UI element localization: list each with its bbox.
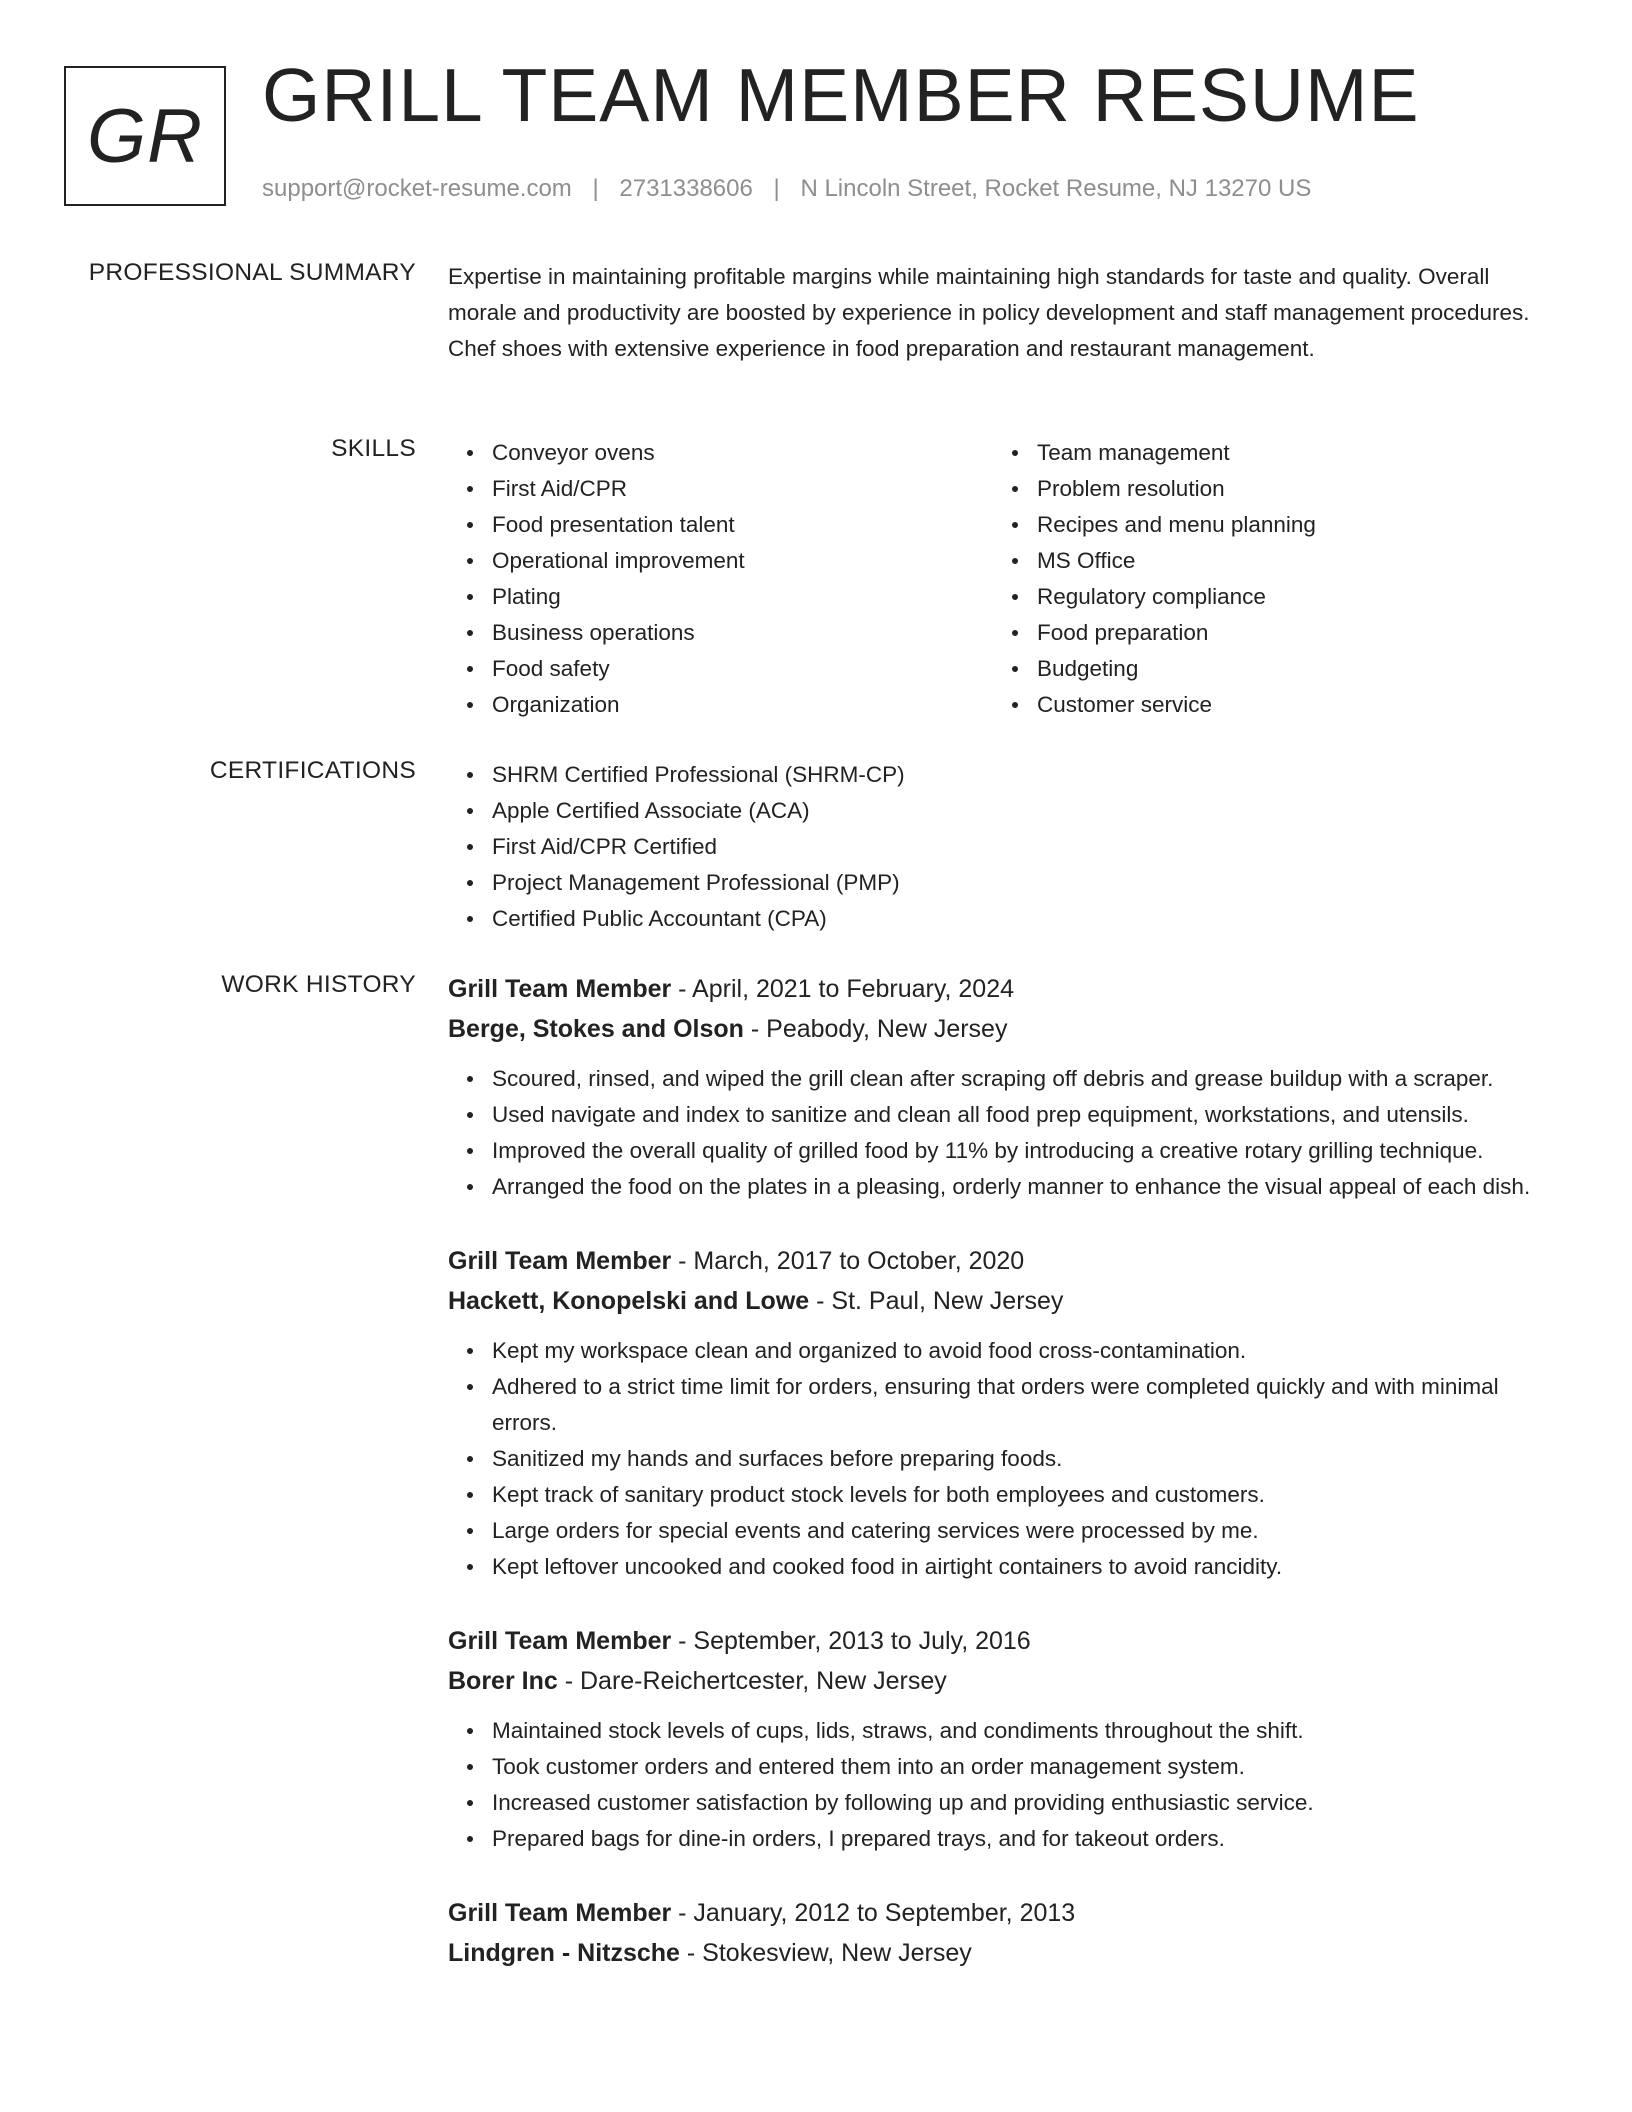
- job-bullets: [448, 1061, 1538, 1205]
- certifications-heading: CERTIFICATIONS: [209, 757, 416, 784]
- job-title: Grill Team Member: [448, 1899, 672, 1927]
- job-bullets: [448, 1713, 1538, 1857]
- job-company: Berge, Stokes and Olson: [448, 1015, 744, 1043]
- list-item: Food preparation: [1037, 615, 1538, 651]
- list-item: Kept my workspace clean and organized to avoid food cross-contamination.: [492, 1333, 1538, 1369]
- list-item: Used navigate and index to sanitize and clean all food prep equipment, workstations, and utensils.: [492, 1097, 1538, 1133]
- list-item: Business operations: [492, 615, 993, 651]
- list-item: Food presentation talent: [492, 507, 993, 543]
- job-bullets: [448, 1333, 1538, 1585]
- job-title-line: [448, 969, 1538, 1009]
- list-item: Adhered to a strict time limit for orders, ensuring that orders were completed quickly and with minimal errors.: [492, 1369, 1538, 1441]
- job-location: - Dare-Reichertcester, New Jersey: [557, 1667, 947, 1695]
- list-item: Project Management Professional (PMP): [492, 865, 1538, 901]
- skills-column-left: [448, 435, 993, 723]
- list-item: Food safety: [492, 651, 993, 687]
- skills-list-right: [993, 435, 1538, 723]
- list-item: Conveyor ovens: [492, 435, 993, 471]
- list-item: Scoured, rinsed, and wiped the grill clean after scraping off debris and grease buildup with a scraper.: [492, 1061, 1538, 1097]
- job-title-line: [448, 1893, 1538, 1933]
- list-item: Recipes and menu planning: [1037, 507, 1538, 543]
- list-item: Took customer orders and entered them into an order management system.: [492, 1749, 1538, 1785]
- summary-heading: PROFESSIONAL SUMMARY: [88, 259, 416, 286]
- contact-separator: |: [773, 175, 780, 202]
- list-item: Arranged the food on the plates in a pleasing, orderly manner to enhance the visual appeal of each dish.: [492, 1169, 1538, 1205]
- job-dates: - September, 2013 to July, 2016: [671, 1627, 1031, 1655]
- contact-separator: |: [592, 175, 599, 202]
- list-item: Operational improvement: [492, 543, 993, 579]
- job-dates: - April, 2021 to February, 2024: [671, 975, 1015, 1003]
- work-history-body: [448, 969, 1538, 2009]
- list-item: Kept track of sanitary product stock levels for both employees and customers.: [492, 1477, 1538, 1513]
- job-location: - Stokesview, New Jersey: [679, 1939, 972, 1967]
- contact-email: support@rocket-resume.com: [262, 175, 572, 202]
- job-title-line: [448, 1621, 1538, 1661]
- list-item: Organization: [492, 687, 993, 723]
- list-item: Problem resolution: [1037, 471, 1538, 507]
- job-entry: [448, 1241, 1538, 1585]
- job-company: Borer Inc: [448, 1667, 558, 1695]
- job-entry: [448, 1621, 1538, 1857]
- list-item: SHRM Certified Professional (SHRM-CP): [492, 757, 1538, 793]
- job-location: - St. Paul, New Jersey: [809, 1287, 1064, 1315]
- monogram-initials: GR: [87, 93, 203, 179]
- job-dates: - March, 2017 to October, 2020: [671, 1247, 1025, 1275]
- work-history-heading: WORK HISTORY: [221, 971, 416, 998]
- job-company-line: [448, 1281, 1538, 1321]
- list-item: Budgeting: [1037, 651, 1538, 687]
- summary-text: Expertise in maintaining profitable margins while maintaining high standards for taste and quality. Overall morale and productivity are boosted by experience in policy development and staff management procedures. Chef shoes with extensive experience in food preparation and restaurant management.: [448, 264, 1530, 361]
- list-item: Apple Certified Associate (ACA): [492, 793, 1538, 829]
- job-location: - Peabody, New Jersey: [743, 1015, 1008, 1043]
- resume-title: GRILL TEAM MEMBER RESUME: [262, 53, 1420, 137]
- job-title: Grill Team Member: [448, 1627, 672, 1655]
- job-dates: - January, 2012 to September, 2013: [671, 1899, 1076, 1927]
- list-item: Prepared bags for dine-in orders, I prepared trays, and for takeout orders.: [492, 1821, 1538, 1857]
- skills-column-right: [993, 435, 1538, 723]
- list-item: First Aid/CPR Certified: [492, 829, 1538, 865]
- job-title: Grill Team Member: [448, 975, 672, 1003]
- list-item: Plating: [492, 579, 993, 615]
- certifications-list: [448, 757, 1538, 937]
- list-item: First Aid/CPR: [492, 471, 993, 507]
- list-item: Customer service: [1037, 687, 1538, 723]
- list-item: Regulatory compliance: [1037, 579, 1538, 615]
- skills-list-left: [448, 435, 993, 723]
- list-item: Sanitized my hands and surfaces before preparing foods.: [492, 1441, 1538, 1477]
- certifications-body: [448, 757, 1538, 937]
- contact-phone: 2731338606: [619, 175, 753, 202]
- job-company-line: [448, 1933, 1538, 1973]
- list-item: Large orders for special events and catering services were processed by me.: [492, 1513, 1538, 1549]
- job-title-line: [448, 1241, 1538, 1281]
- job-entry: [448, 969, 1538, 1205]
- job-company: Hackett, Konopelski and Lowe: [448, 1287, 810, 1315]
- skills-heading: SKILLS: [331, 435, 416, 462]
- monogram-box: [64, 66, 226, 206]
- job-company-line: [448, 1661, 1538, 1701]
- list-item: MS Office: [1037, 543, 1538, 579]
- contact-address: N Lincoln Street, Rocket Resume, NJ 13270 US: [800, 175, 1312, 202]
- list-item: Maintained stock levels of cups, lids, straws, and condiments throughout the shift.: [492, 1713, 1538, 1749]
- list-item: Increased customer satisfaction by following up and providing enthusiastic service.: [492, 1785, 1538, 1821]
- contact-line: [262, 175, 1311, 203]
- list-item: Team management: [1037, 435, 1538, 471]
- list-item: Improved the overall quality of grilled food by 11% by introducing a creative rotary grilling technique.: [492, 1133, 1538, 1169]
- job-company: Lindgren - Nitzsche: [448, 1939, 680, 1967]
- list-item: Kept leftover uncooked and cooked food in airtight containers to avoid rancidity.: [492, 1549, 1538, 1585]
- job-entry: [448, 1893, 1538, 1973]
- job-title: Grill Team Member: [448, 1247, 672, 1275]
- skills-columns: [448, 435, 1538, 723]
- job-company-line: [448, 1009, 1538, 1049]
- list-item: Certified Public Accountant (CPA): [492, 901, 1538, 937]
